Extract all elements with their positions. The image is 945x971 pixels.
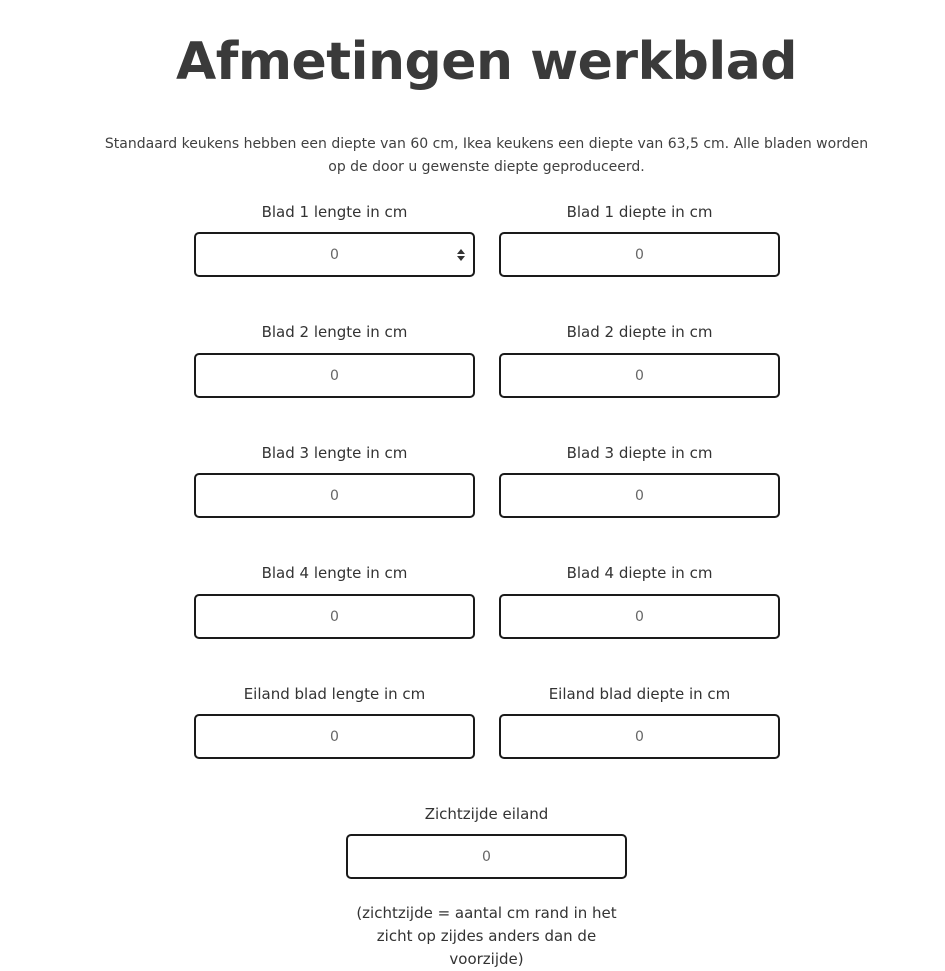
blad1-lengte-label: Blad 1 lengte in cm: [261, 203, 408, 221]
blad3-lengte-input[interactable]: [194, 473, 475, 518]
eiland-lengte-input[interactable]: [194, 714, 475, 759]
eiland-diepte-label: Eiland blad diepte in cm: [548, 685, 731, 703]
zichtzijde-label: Zichtzijde eiland: [424, 805, 549, 823]
blad3-diepte-input[interactable]: [499, 473, 780, 518]
blad1-diepte-input[interactable]: [499, 232, 780, 277]
zichtzijde-input[interactable]: [346, 834, 627, 879]
blad2-diepte-label: Blad 2 diepte in cm: [566, 323, 713, 341]
blad2-diepte-input[interactable]: [499, 353, 780, 398]
blad2-lengte-label: Blad 2 lengte in cm: [261, 323, 408, 341]
blad4-diepte-input[interactable]: [499, 594, 780, 639]
blad4-lengte-input[interactable]: [194, 594, 475, 639]
zichtzijde-note: (zichtzijde = aantal cm rand in het zicht op zijdes anders dan de voorzijde): [356, 904, 617, 968]
blad4-lengte-label: Blad 4 lengte in cm: [261, 564, 408, 582]
intro-text: Standaard keukens hebben een diepte van 60 cm, Ikea keukens een diepte van 63,5 cm. Alle bladen worden op de door u gewenste diepte geproduceerd.: [104, 136, 869, 175]
blad2-lengte-input[interactable]: [194, 353, 475, 398]
eiland-lengte-label: Eiland blad lengte in cm: [243, 685, 426, 703]
page-title: Afmetingen werkblad: [175, 32, 798, 92]
blad3-lengte-label: Blad 3 lengte in cm: [261, 444, 408, 462]
blad3-diepte-label: Blad 3 diepte in cm: [566, 444, 713, 462]
blad1-lengte-input[interactable]: [194, 232, 475, 277]
number-spinner-icon[interactable]: [455, 246, 467, 264]
blad1-diepte-label: Blad 1 diepte in cm: [566, 203, 713, 221]
blad4-diepte-label: Blad 4 diepte in cm: [566, 564, 713, 582]
eiland-diepte-input[interactable]: [499, 714, 780, 759]
